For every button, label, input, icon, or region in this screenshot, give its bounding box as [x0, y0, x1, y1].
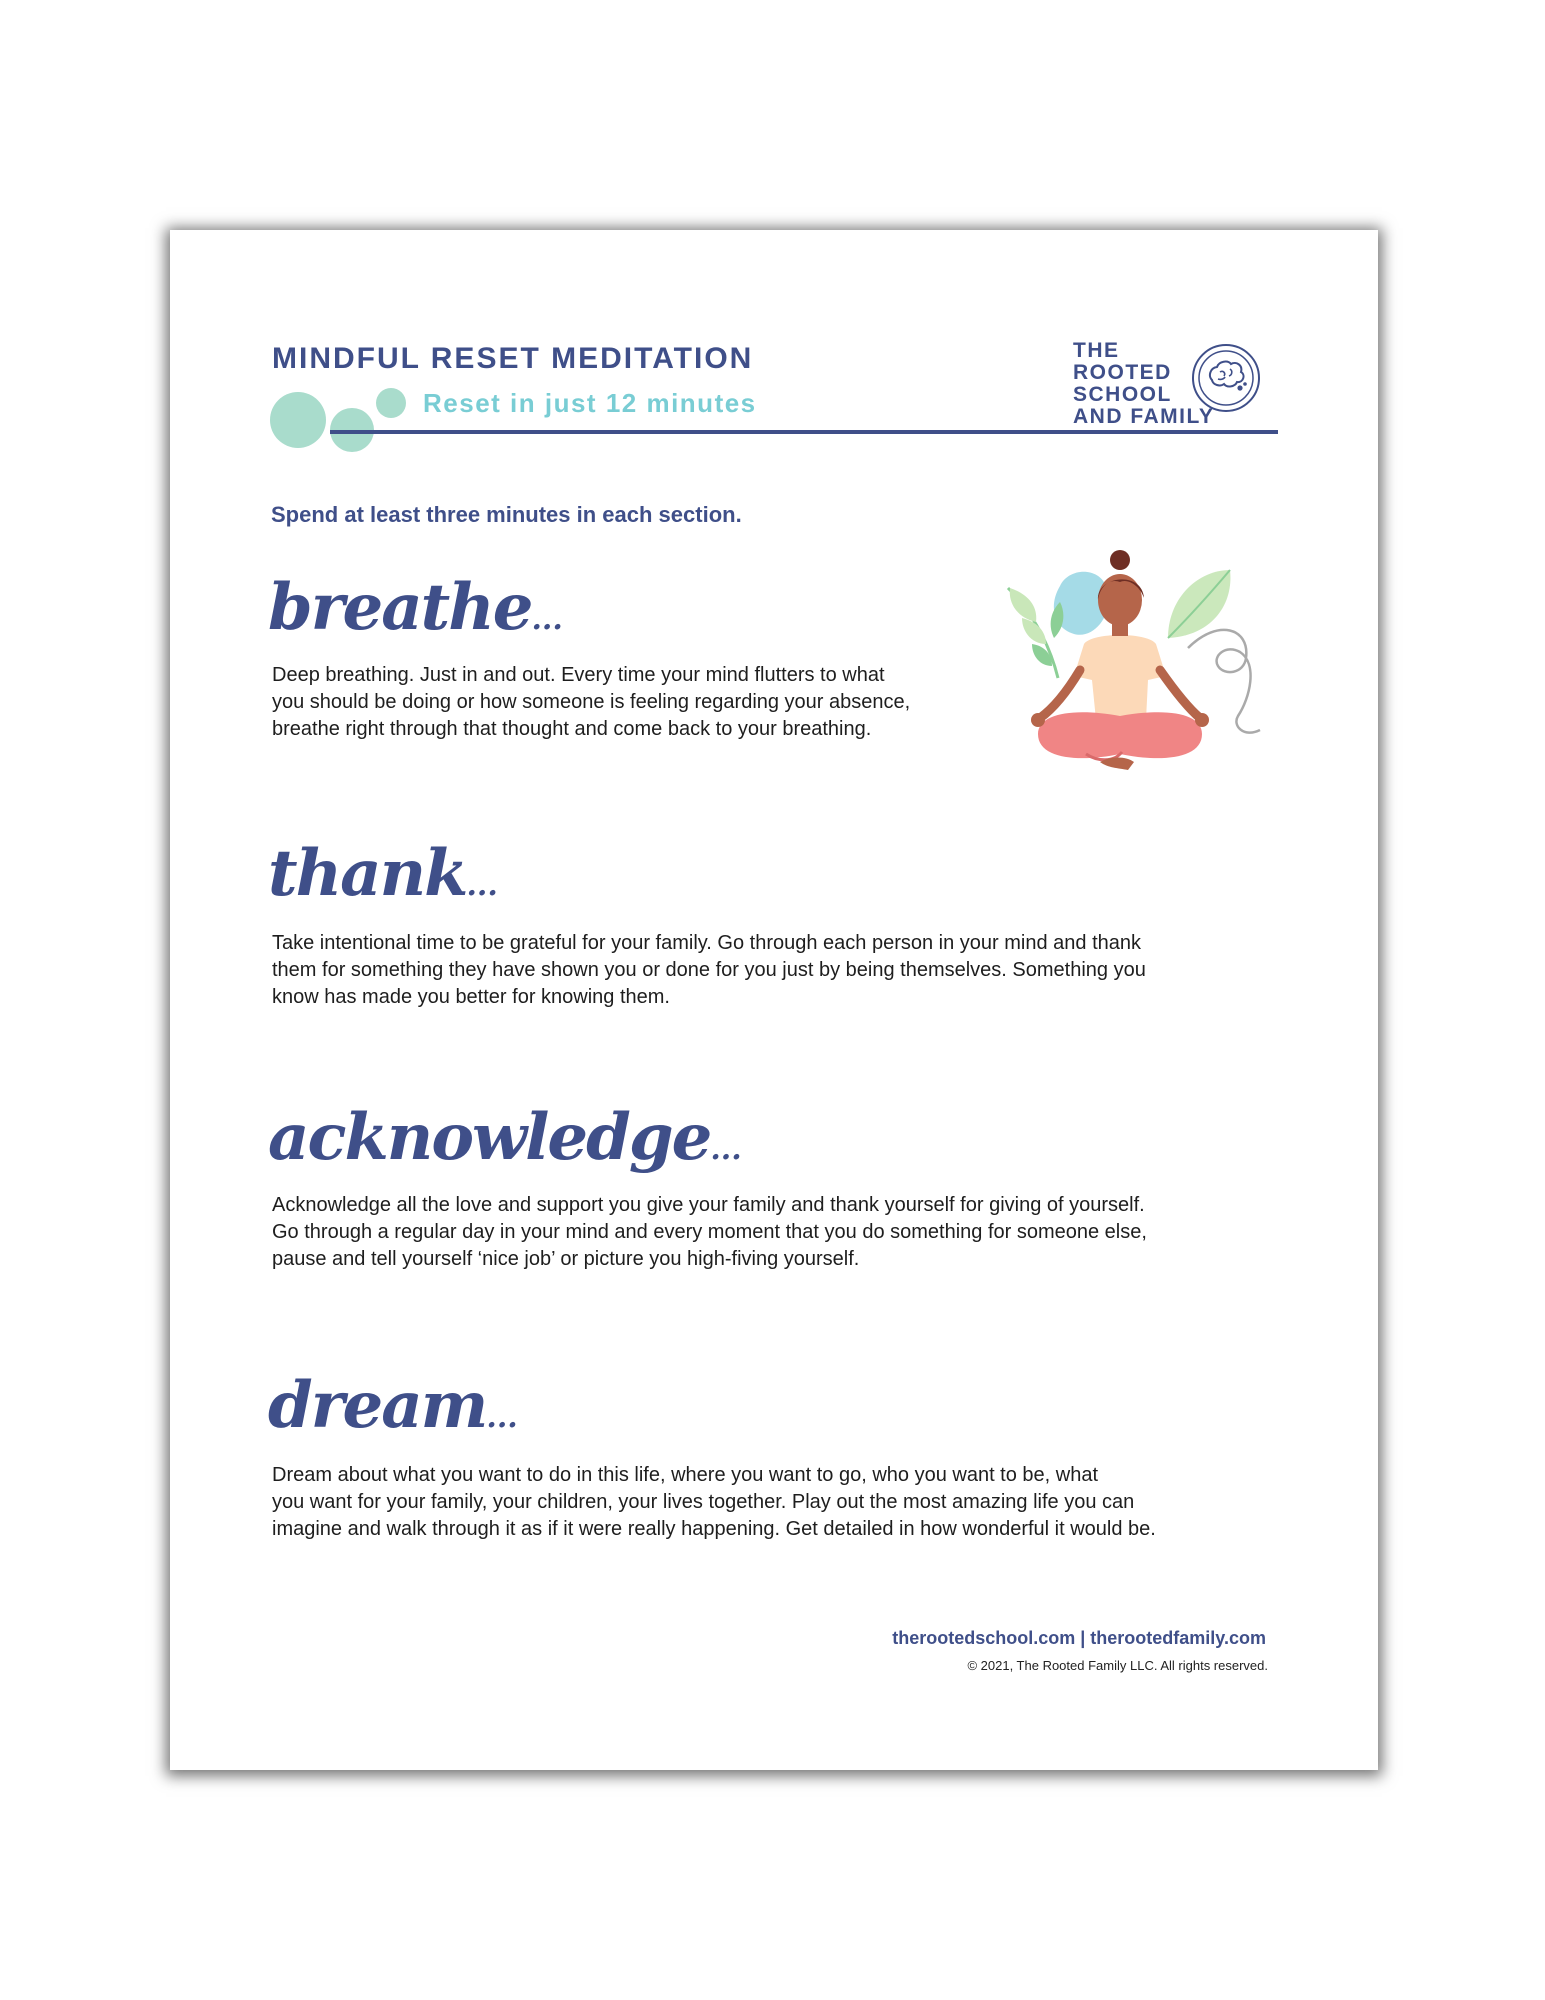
decor-circle-small	[376, 388, 406, 418]
logo-line: AND FAMILY	[1073, 405, 1215, 428]
heading-ellipsis: ...	[486, 1400, 518, 1435]
section-body-acknowledge	[272, 1192, 1147, 1273]
body-line: you want for your family, your children, your lives together. Play out the most amazing life you can	[272, 1491, 1135, 1513]
heading-word: breathe	[268, 570, 532, 645]
body-line: pause and tell yourself ‘nice job’ or picture you high-fiving yourself.	[272, 1248, 860, 1270]
heading-word: acknowledge	[268, 1100, 711, 1175]
body-line: Acknowledge all the love and support you give your family and thank yourself for giving of yourself.	[272, 1194, 1145, 1216]
logo-line: THE	[1073, 339, 1120, 362]
decor-circle-large	[270, 392, 326, 448]
body-line: Deep breathing. Just in and out. Every time your mind flutters to what	[272, 664, 885, 686]
body-line: you should be doing or how someone is feeling regarding your absence,	[272, 691, 911, 713]
body-line: them for something they have shown you or done for you just by being themselves. Something you	[272, 959, 1146, 981]
heading-ellipsis: ...	[531, 602, 563, 637]
footer-links[interactable]: therootedschool.com | therootedfamily.com	[892, 1628, 1266, 1648]
body-line: breathe right through that thought and come back to your breathing.	[272, 718, 872, 740]
worksheet-page	[170, 230, 1378, 1770]
heading-ellipsis: ...	[466, 868, 498, 903]
header-divider	[330, 430, 1278, 434]
section-body-breathe	[272, 662, 910, 743]
heading-ellipsis: ...	[710, 1132, 742, 1167]
body-line: know has made you better for knowing them.	[272, 986, 670, 1008]
page-title: MINDFUL RESET MEDITATION	[272, 342, 754, 375]
section-body-thank	[272, 930, 1146, 1011]
section-body-dream	[272, 1462, 1156, 1543]
intro-instruction: Spend at least three minutes in each section.	[271, 502, 742, 527]
section-heading-thank	[268, 836, 498, 911]
heading-word: dream	[268, 1368, 487, 1443]
section-heading-breathe	[268, 570, 563, 645]
meditating-woman-illustration	[988, 548, 1278, 788]
body-line: Go through a regular day in your mind and every moment that you do something for someone else,	[272, 1221, 1147, 1243]
body-line: Dream about what you want to do in this life, where you want to go, who you want to be, what	[272, 1464, 1099, 1486]
body-line: Take intentional time to be grateful for your family. Go through each person in your mind and thank	[272, 932, 1142, 954]
page-subtitle: Reset in just 12 minutes	[423, 388, 757, 418]
section-heading-dream	[268, 1368, 518, 1443]
body-line: imagine and walk through it as if it were really happening. Get detailed in how wonderful it would be.	[272, 1518, 1156, 1540]
brain-circle-icon	[1190, 342, 1262, 414]
footer-copyright: © 2021, The Rooted Family LLC. All rights reserved.	[967, 1658, 1268, 1673]
logo-line: SCHOOL	[1073, 383, 1172, 406]
section-heading-acknowledge	[268, 1100, 742, 1175]
logo-line: ROOTED	[1073, 361, 1172, 384]
heading-word: thank	[268, 836, 467, 911]
